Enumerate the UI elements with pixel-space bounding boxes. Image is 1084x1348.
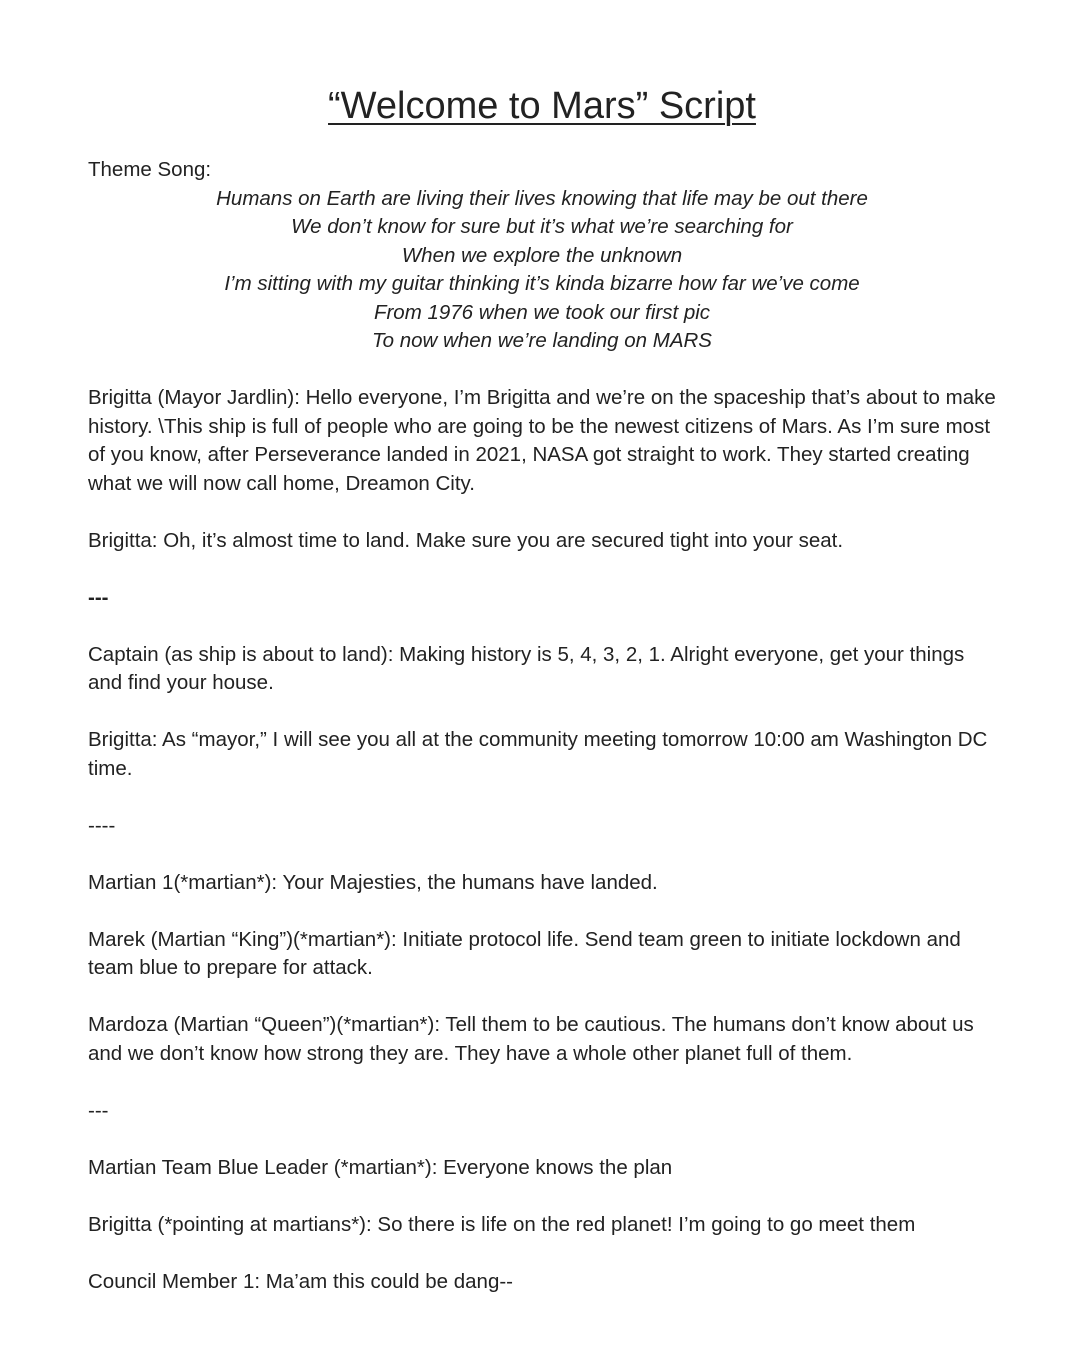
lyric-line: I’m sitting with my guitar thinking it’s kinda bizarre how far we’ve come xyxy=(224,272,860,295)
scene-separator: ---- xyxy=(88,813,116,837)
script-line-brigitta-pointing: Brigitta (*pointing at martians*): So there is life on the red planet! I’m going to go meet them xyxy=(88,1212,916,1236)
scene-separator: --- xyxy=(88,1098,109,1122)
script-line-martian-1: Martian 1(*martian*): Your Majesties, the humans have landed. xyxy=(88,870,658,894)
lyric-line: From 1976 when we took our first pic xyxy=(373,300,711,324)
script-line-team-blue-leader: Martian Team Blue Leader (*martian*): Everyone knows the plan xyxy=(88,1155,673,1179)
script-line-brigitta-landing: Brigitta: Oh, it’s almost time to land. Make sure you are secured tight into your seat. xyxy=(88,528,844,552)
script-line-council-member: Council Member 1: Ma’am this could be dang-- xyxy=(88,1269,513,1293)
lyric-line: To now when we’re landing on MARS xyxy=(372,329,712,352)
document-title xyxy=(88,84,996,128)
theme-song-label: Theme Song: xyxy=(88,158,212,181)
script-line-brigitta-mayor: Brigitta: As “mayor,” I will see you all at the community meeting tomorrow 10:00 am Washington DC time. xyxy=(88,728,988,780)
script-line-brigitta-intro: Brigitta (Mayor Jardlin): Hello everyone, I’m Brigitta and we’re on the spaceship that’s about to make history. \This ship is full of people who are going to be the newest citizens of Mars. As I’m sure most of you know, after Perseverance landed in 2021, NASA got straight to work. They started creating what we will now call home, Dreamon City. xyxy=(88,386,996,495)
lyric-line: Humans on Earth are living their lives knowing that life may be out there xyxy=(216,186,868,210)
script-line-mardoza: Mardoza (Martian “Queen”)(*martian*): Tell them to be cautious. The humans don’t know about us and we don’t know how strong they are. They have a whole other planet full of them. xyxy=(88,1013,974,1065)
script-line-captain: Captain (as ship is about to land): Making history is 5, 4, 3, 2, 1. Alright everyone, get your things and find your house. xyxy=(88,642,965,694)
document-title-text: “Welcome to Mars” Script xyxy=(328,85,756,127)
lyric-line: We don’t know for sure but it’s what we’re searching for xyxy=(291,215,793,238)
script-line-marek: Marek (Martian “King”)(*martian*): Initiate protocol life. Send team green to initiate lockdown and team blue to prepare for attack. xyxy=(88,927,961,979)
scene-separator: --- xyxy=(88,585,109,609)
theme-song-lyrics xyxy=(88,185,996,356)
lyric-line: When we explore the unknown xyxy=(401,243,683,267)
